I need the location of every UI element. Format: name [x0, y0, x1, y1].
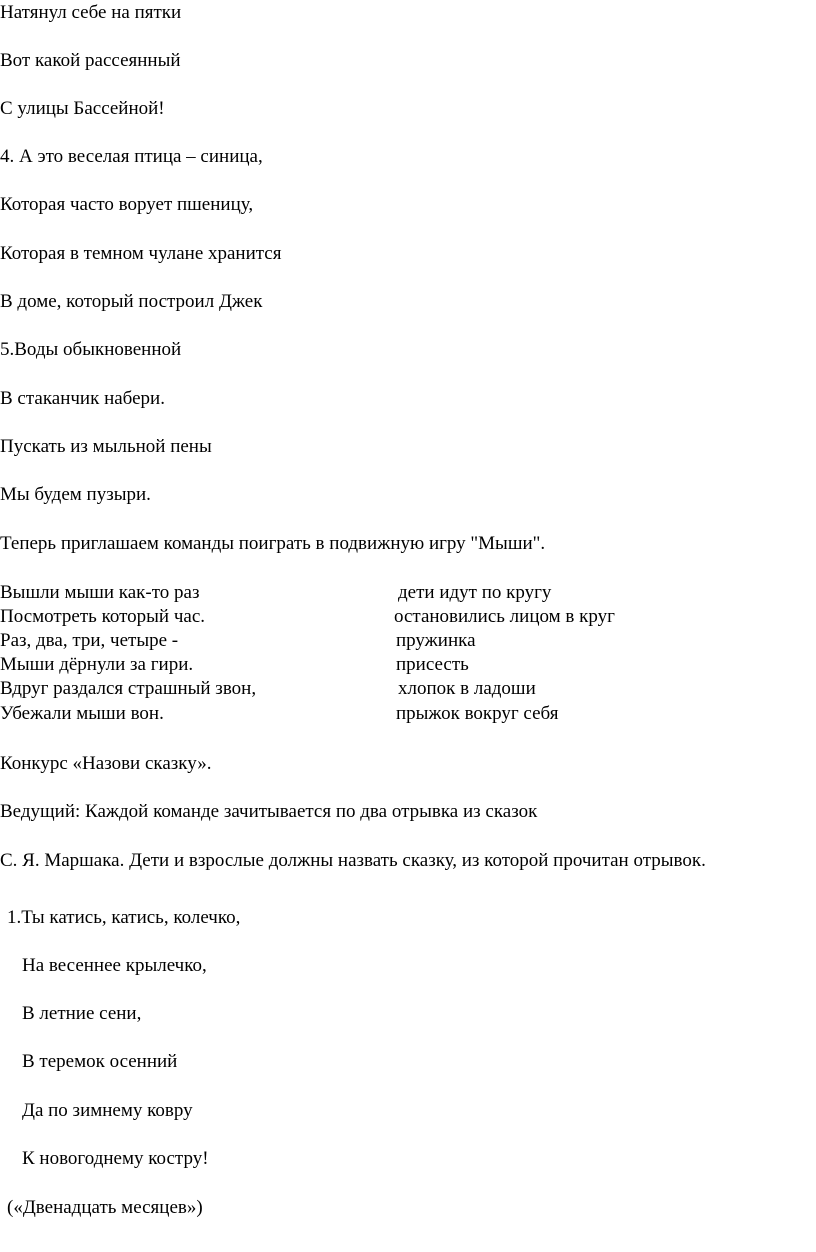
excerpt-answer: («Двенадцать месяцев») [7, 1197, 203, 1218]
game-action: остановились лицом в круг [394, 606, 615, 627]
riddle-line: В доме, который построил Джек [0, 291, 263, 312]
host-text: С. Я. Маршака. Дети и взрослые должны назвать сказку, из которой прочитан отрывок. [0, 850, 706, 871]
excerpt-line: В летние сени, [22, 1003, 142, 1024]
game-action: прыжок вокруг себя [396, 703, 559, 724]
riddle-line: Мы будем пузыри. [0, 484, 151, 505]
game-action: дети идут по кругу [398, 582, 552, 603]
excerpt-line: На весеннее крылечко, [22, 955, 207, 976]
poem-line: Вот какой рассеянный [0, 50, 181, 71]
game-verse-line: Убежали мыши вон. [0, 703, 164, 724]
game-verse-line: Вышли мыши как-то раз [0, 582, 200, 603]
game-action: хлопок в ладоши [398, 678, 536, 699]
riddle-line: Пускать из мыльной пены [0, 436, 212, 457]
riddle-line: 4. А это веселая птица – синица, [0, 146, 263, 167]
excerpt-line: К новогоднему костру! [22, 1148, 209, 1169]
poem-line: Натянул себе на пятки [0, 2, 182, 23]
riddle-line: 5.Воды обыкновенной [0, 339, 182, 360]
game-verse-line: Раз, два, три, четыре - [0, 630, 179, 651]
poem-line: С улицы Бассейной! [0, 98, 165, 119]
contest-title: Конкурс «Назови сказку». [0, 753, 212, 774]
excerpt-line: Да по зимнему ковру [22, 1100, 193, 1121]
game-action: пружинка [396, 630, 476, 651]
riddle-line: В стаканчик набери. [0, 388, 165, 409]
riddle-line: Которая часто ворует пшеницу, [0, 194, 254, 215]
game-verse-line: Вдруг раздался страшный звон, [0, 678, 257, 699]
game-action: присесть [396, 654, 469, 675]
game-intro: Теперь приглашаем команды поиграть в подвижную игру "Мыши". [0, 533, 546, 554]
excerpt-line: В теремок осенний [22, 1051, 178, 1072]
game-verse-line: Посмотреть который час. [0, 606, 206, 627]
host-text: Ведущий: Каждой команде зачитывается по два отрывка из сказок [0, 801, 538, 822]
riddle-line: Которая в темном чулане хранится [0, 243, 282, 264]
excerpt-line: 1.Ты катись, катись, колечко, [7, 907, 241, 928]
game-verse-line: Мыши дёрнули за гири. [0, 654, 194, 675]
